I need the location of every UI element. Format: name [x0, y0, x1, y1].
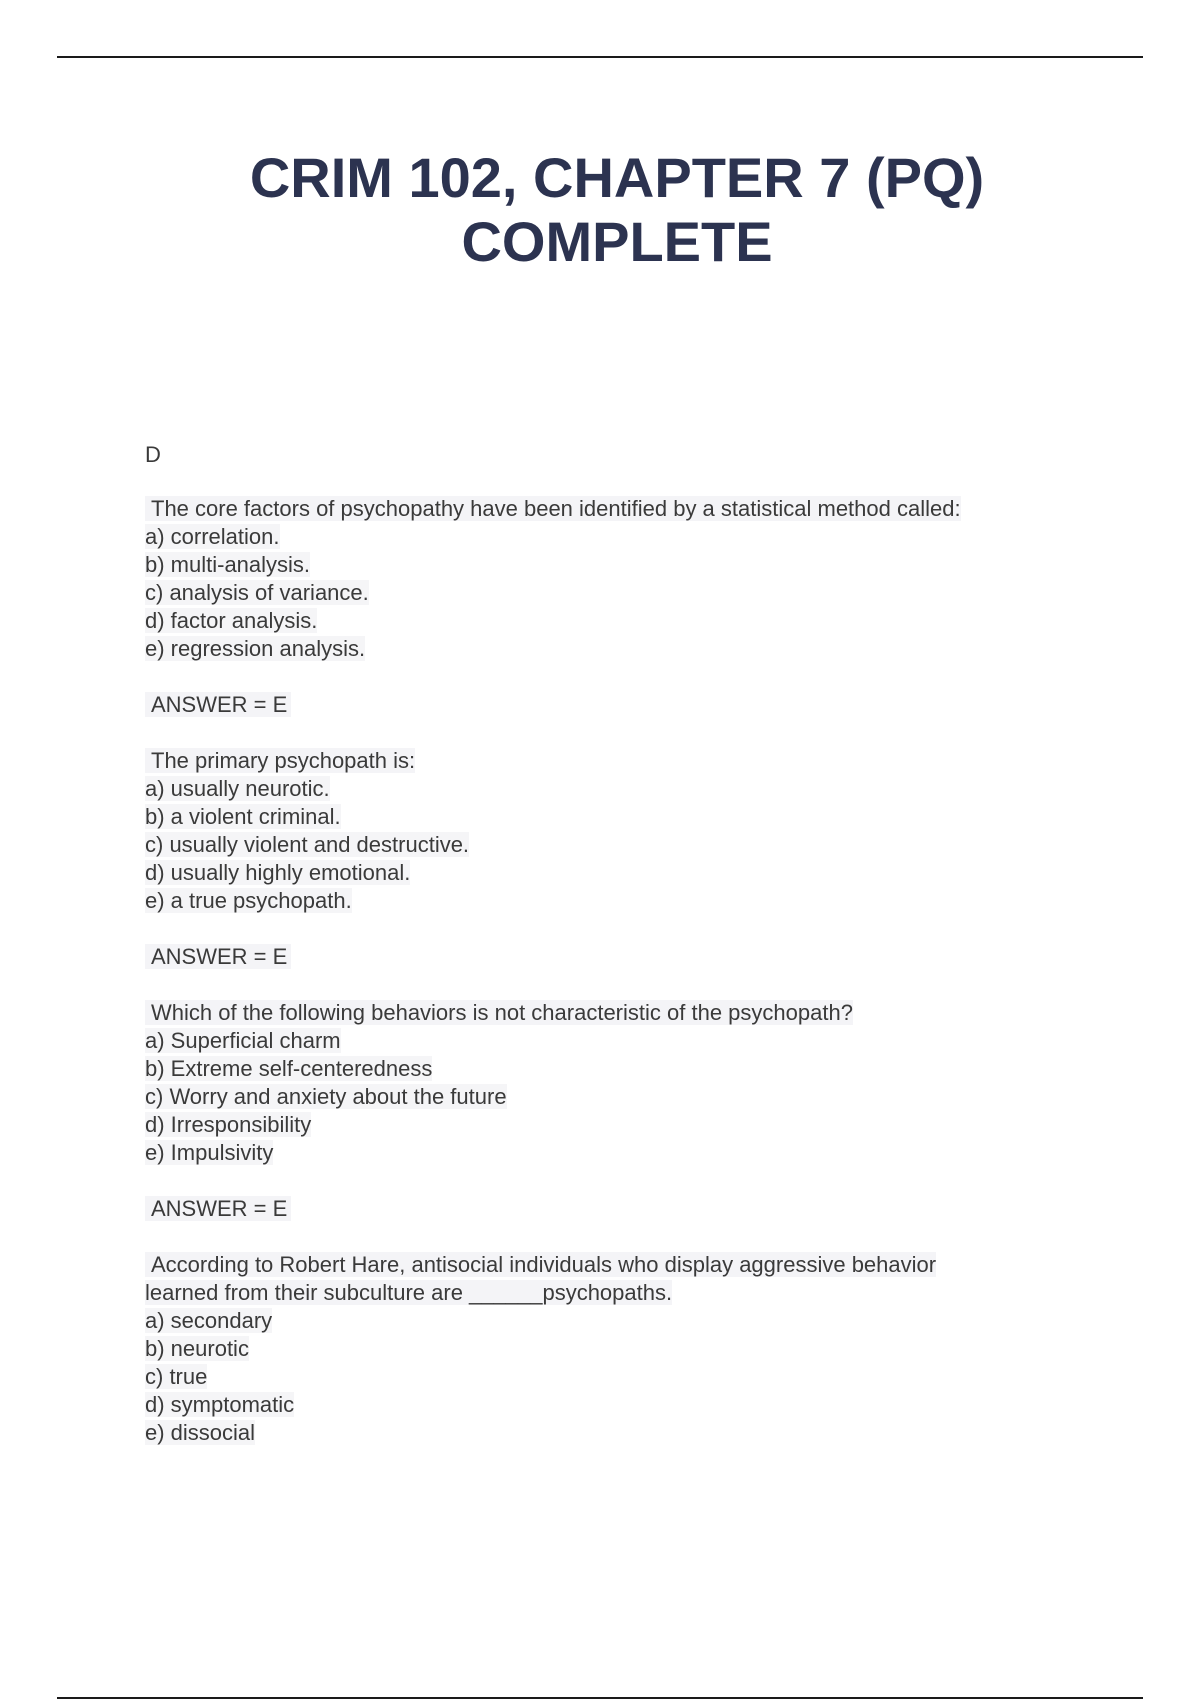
- question-text-line-2: learned from their subculture are ______psychopaths.: [145, 1280, 673, 1305]
- answer-1: ANSWER = E: [145, 691, 1065, 719]
- option-item: e) a true psychopath.: [145, 888, 352, 913]
- option-item: c) analysis of variance.: [145, 580, 369, 605]
- option-item: d) factor analysis.: [145, 608, 318, 633]
- answer-3: ANSWER = E: [145, 1195, 1065, 1223]
- marker-text: D: [145, 442, 161, 467]
- option-item: e) regression analysis.: [145, 636, 366, 661]
- option-item: b) multi-analysis.: [145, 552, 311, 577]
- option-item: c) true: [145, 1364, 208, 1389]
- question-4: [145, 1251, 1065, 1447]
- option-item: d) usually highly emotional.: [145, 860, 411, 885]
- option-item: a) secondary: [145, 1308, 273, 1333]
- options-list: [145, 1307, 1065, 1447]
- option-item: d) symptomatic: [145, 1392, 295, 1417]
- document-title: [0, 146, 1200, 274]
- option-item: a) usually neurotic.: [145, 776, 330, 801]
- question-text-line-1: According to Robert Hare, antisocial individuals who display aggressive behavior: [145, 1252, 936, 1277]
- question-1: [145, 495, 1065, 663]
- top-rule: [57, 56, 1143, 58]
- title-line-2: COMPLETE: [461, 210, 773, 273]
- option-item: b) neurotic: [145, 1336, 249, 1361]
- options-list: [145, 1027, 1065, 1167]
- option-item: c) Worry and anxiety about the future: [145, 1084, 507, 1109]
- option-item: b) a violent criminal.: [145, 804, 341, 829]
- question-text: The core factors of psychopathy have been identified by a statistical method called:: [145, 496, 961, 521]
- option-item: d) Irresponsibility: [145, 1112, 312, 1137]
- option-item: b) Extreme self-centeredness: [145, 1056, 433, 1081]
- question-text: Which of the following behaviors is not characteristic of the psychopath?: [145, 1000, 853, 1025]
- question-2: [145, 747, 1065, 915]
- option-item: e) dissocial: [145, 1420, 256, 1445]
- option-item: a) correlation.: [145, 524, 280, 549]
- title-line-1: CRIM 102, CHAPTER 7 (PQ): [249, 146, 985, 209]
- options-list: [145, 775, 1065, 915]
- question-text: The primary psychopath is:: [145, 748, 415, 773]
- option-item: e) Impulsivity: [145, 1140, 274, 1165]
- question-3: [145, 999, 1065, 1167]
- option-item: a) Superficial charm: [145, 1028, 341, 1053]
- options-list: [145, 523, 1065, 663]
- document-body: [145, 441, 1065, 1475]
- option-item: c) usually violent and destructive.: [145, 832, 470, 857]
- bottom-rule: [57, 1697, 1143, 1699]
- answer-2: ANSWER = E: [145, 943, 1065, 971]
